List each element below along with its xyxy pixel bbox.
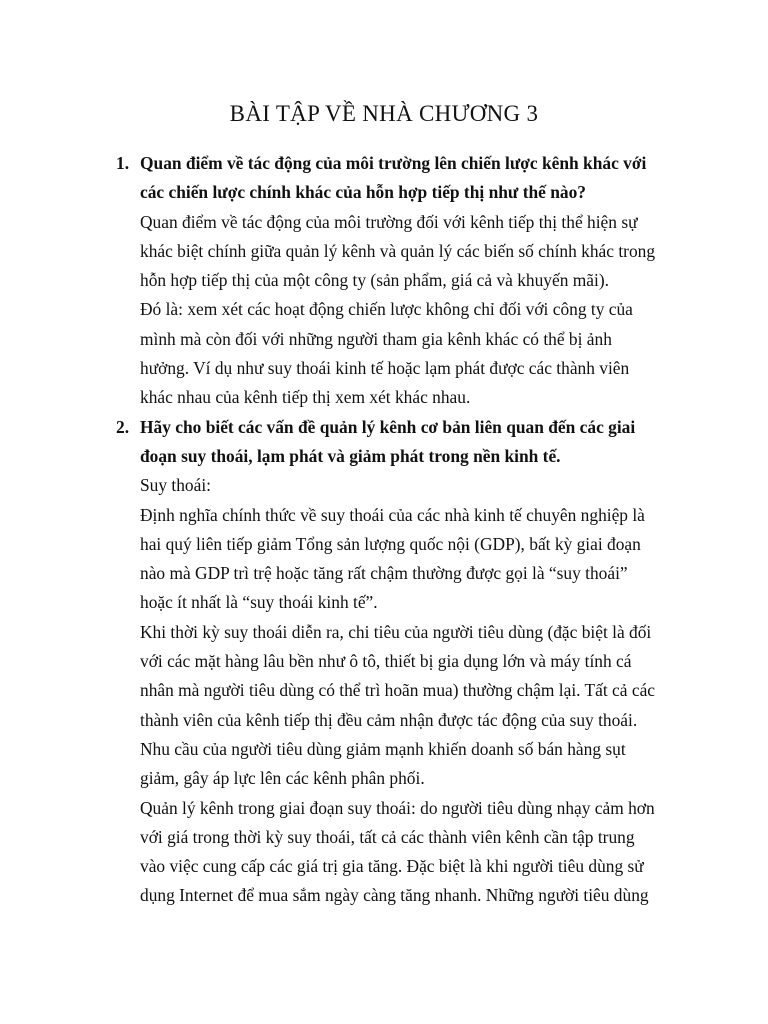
answer-paragraph <box>140 208 685 296</box>
section-heading: Suy thoái: <box>140 475 212 496</box>
text-line: mình mà còn đối với những người tham gia kênh khác có thể bị ảnh <box>140 328 612 349</box>
text-line: nào mà GDP trì trệ hoặc tăng rất chậm thường được gọi là “suy thoái” <box>140 563 628 584</box>
text-line: Quản lý kênh trong giai đoạn suy thoái: do người tiêu dùng nhạy cảm hơn <box>140 797 655 818</box>
text-line: Nhu cầu của người tiêu dùng giảm mạnh khiến doanh số bán hàng sụt <box>140 738 626 759</box>
question-number: 1. <box>116 153 130 173</box>
text-line: khác biệt chính giữa quản lý kênh và quản lý các biến số chính khác trong <box>140 240 656 261</box>
text-line: nhân mà người tiêu dùng có thể trì hoãn mua) thường chậm lại. Tất cả các <box>140 680 656 701</box>
text-line: Đó là: xem xét các hoạt động chiến lược không chỉ đối với công ty của <box>140 299 633 320</box>
text-line: hoặc ít nhất là “suy thoái kinh tế”. <box>140 592 378 613</box>
text-line: hưởng. Ví dụ như suy thoái kinh tế hoặc lạm phát được các thành viên <box>140 358 630 379</box>
answer-paragraph <box>140 794 685 911</box>
text-line: vào việc cung cấp các giá trị gia tăng. Đặc biệt là khi người tiêu dùng sử <box>140 856 644 877</box>
text-line: Khi thời kỳ suy thoái diễn ra, chi tiêu của người tiêu dùng (đặc biệt là đối <box>140 621 652 642</box>
question-line: các chiến lược chính khác của hỗn hợp tiếp thị như thế nào? <box>140 182 586 203</box>
text-line: hỗn hợp tiếp thị của một công ty (sản phẩm, giá cả và khuyến mãi). <box>140 270 609 291</box>
text-line: hai quý liên tiếp giảm Tổng sản lượng quốc nội (GDP), bất kỳ giai đoạn <box>140 533 641 554</box>
text-line: thành viên của kênh tiếp thị đều cảm nhận được tác động của suy thoái. <box>140 709 638 730</box>
text-line: khác nhau của kênh tiếp thị xem xét khác nhau. <box>140 387 471 408</box>
question-line: đoạn suy thoái, lạm phát và giảm phát trong nền kinh tế. <box>140 445 561 466</box>
text-line: dụng Internet để mua sắm ngày càng tăng nhanh. Những người tiêu dùng <box>140 885 649 906</box>
answer-paragraph <box>140 471 685 500</box>
question-item-1 <box>116 149 685 413</box>
question-number: 2. <box>116 416 130 437</box>
text-line: với các mặt hàng lâu bền như ô tô, thiết bị gia dụng lớn và máy tính cá <box>140 651 632 672</box>
question-line: Quan điểm về tác động của môi trường lên chiến lược kênh khác với <box>140 153 647 173</box>
document-body <box>116 149 685 911</box>
document-title: BÀI TẬP VỀ NHÀ CHƯƠNG 3 <box>229 101 539 127</box>
text-line: Quan điểm về tác động của môi trường đối với kênh tiếp thị thể hiện sự <box>140 211 638 232</box>
question-line: Hãy cho biết các vấn đề quản lý kênh cơ bản liên quan đến các giai <box>140 416 636 437</box>
text-line: với giá trong thời kỳ suy thoái, tất cả các thành viên kênh cần tập trung <box>140 826 635 847</box>
text-line: Định nghĩa chính thức về suy thoái của các nhà kinh tế chuyên nghiệp là <box>140 504 645 525</box>
answer-paragraph <box>140 618 685 794</box>
text-line: giảm, gây áp lực lên các kênh phân phối. <box>140 768 425 789</box>
answer-paragraph <box>140 501 685 618</box>
question-item-2 <box>116 413 685 911</box>
answer-paragraph <box>140 295 685 412</box>
